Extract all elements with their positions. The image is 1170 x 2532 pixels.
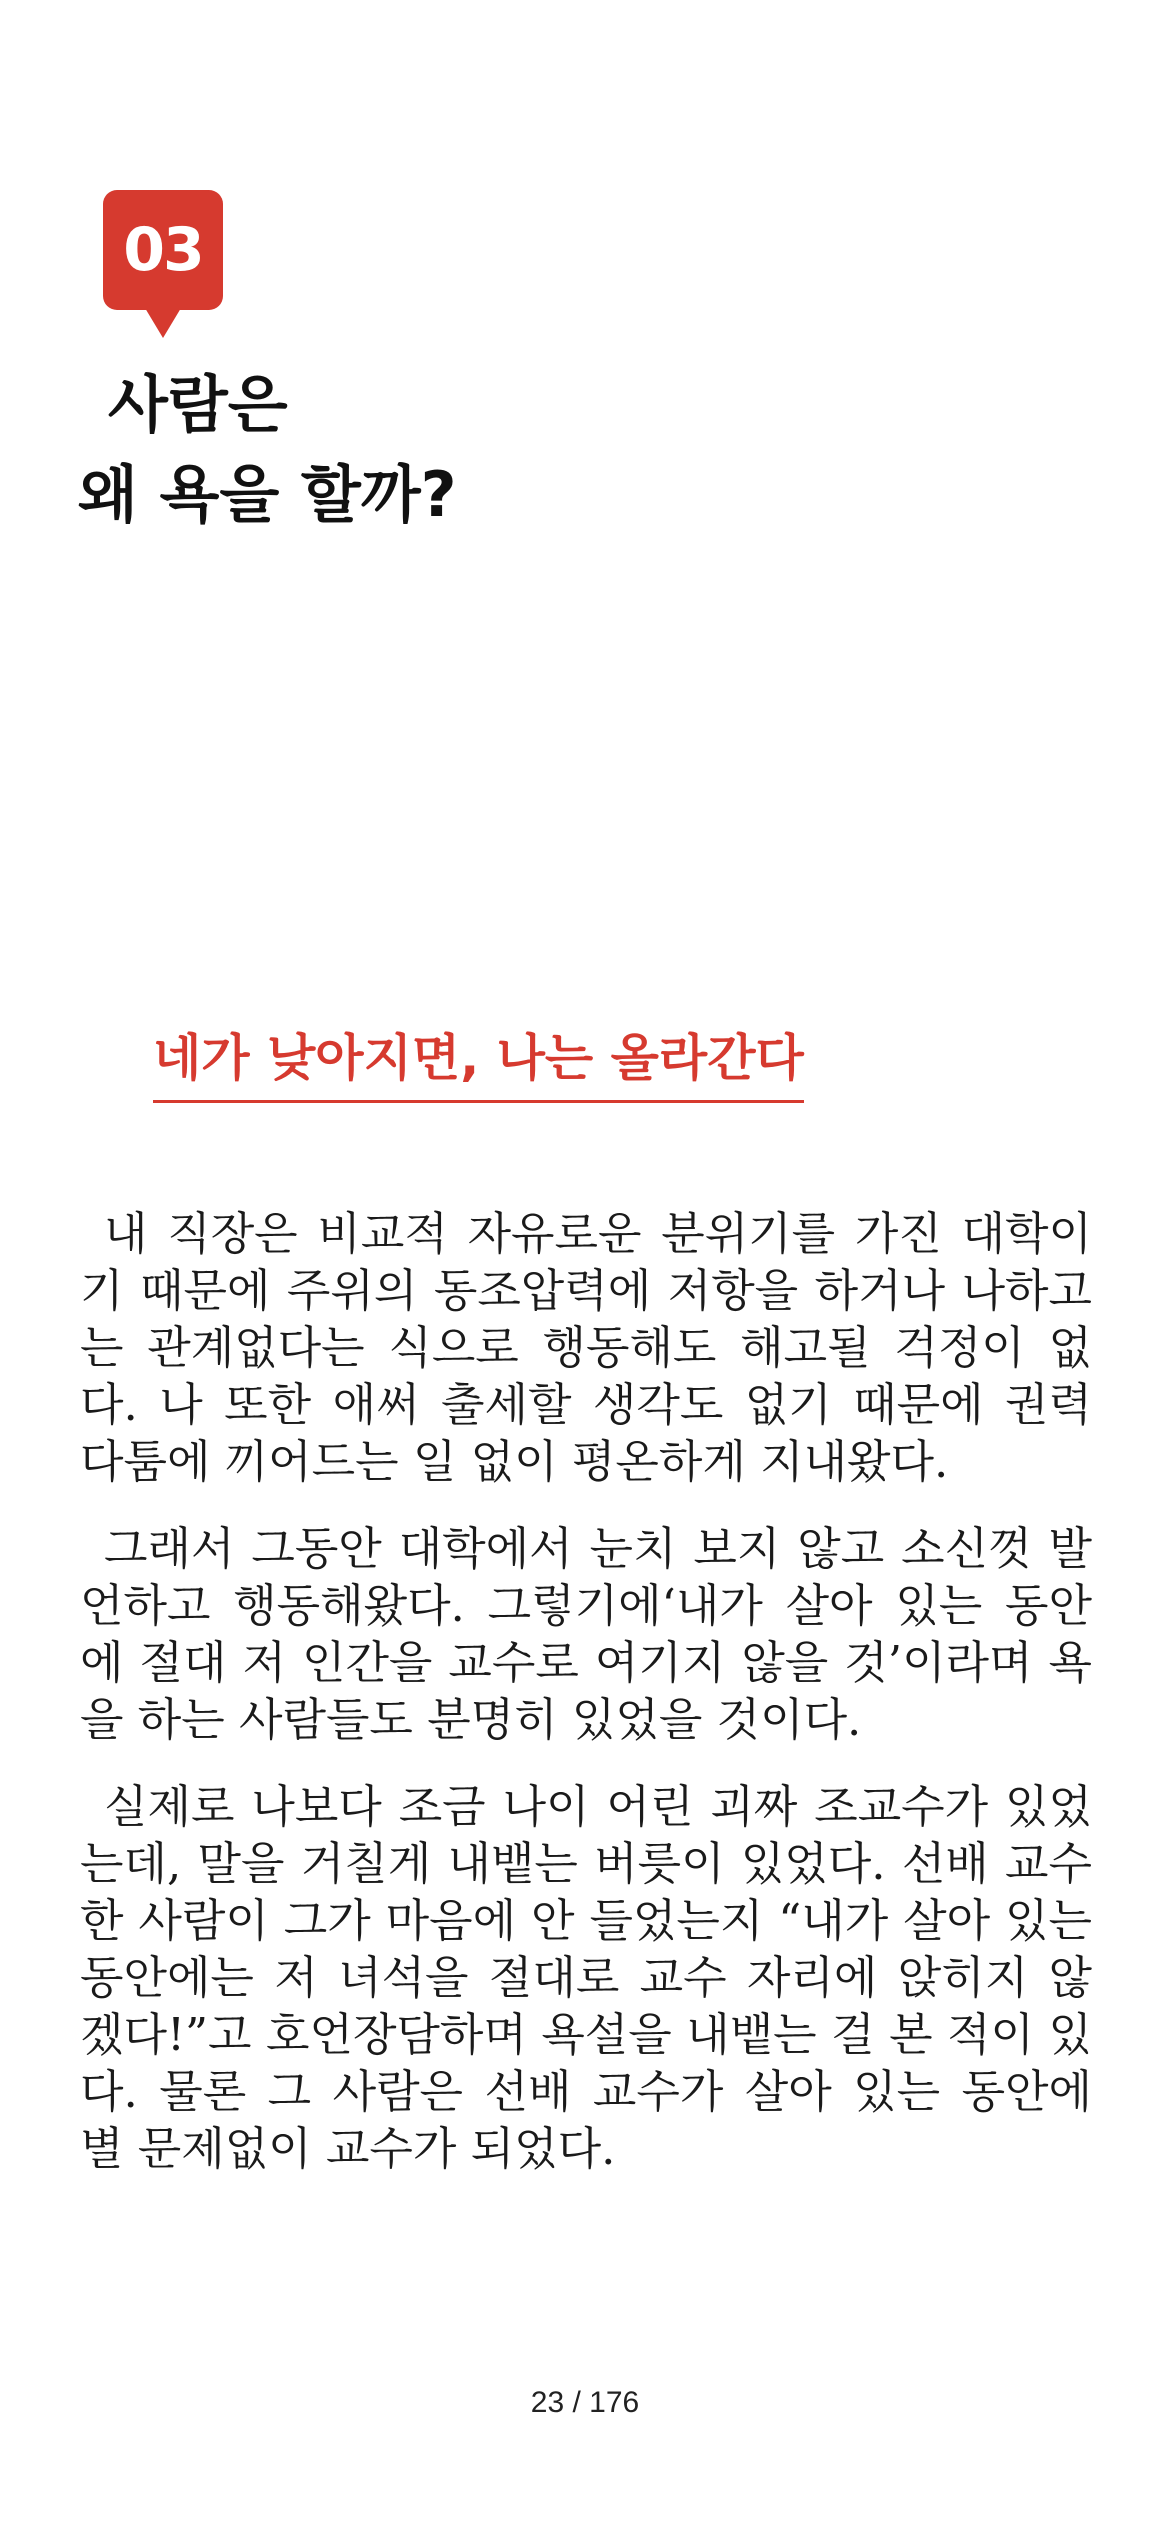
body-text: [80, 1205, 1092, 2207]
chapter-number-badge: [103, 190, 223, 310]
paragraph: 내 직장은 비교적 자유로운 분위기를 가진 대학이기 때문에 주위의 동조압력에 저항을 하거나 나하고는 관계없다는 식으로 행동해도 해고될 걱정이 없다. 나 또한 애써 출세할 생각도 없기 때문에 권력 다툼에 끼어드는 일 없이 평온하게 지내왔다.: [80, 1207, 1092, 1488]
section-heading: 네가 낮아지면, 나는 올라간다: [153, 1018, 804, 1103]
chapter-title-line2: 왜 욕을 할까?: [78, 458, 457, 531]
chapter-title-line1: 사람은: [108, 368, 288, 441]
paragraph: 실제로 나보다 조금 나이 어린 괴짜 조교수가 있었는데, 말을 거칠게 내뱉는 버릇이 있었다. 선배 교수 한 사람이 그가 마음에 안 들었는지 “내가 살아 있는 동안에는 저 녀석을 절대로 교수 자리에 앉히지 않겠다!”고 호언장담하며 욕설을 내뱉는 걸 본 적이 있다. 물론 그 사람은 선배 교수가 살아 있는 동안에 별 문제없이 교수가 되었다.: [80, 1780, 1092, 2175]
page-indicator: 23 / 176: [530, 2386, 640, 2419]
chapter-number: 03: [123, 215, 203, 285]
chapter-title: [78, 360, 457, 540]
paragraph: 그래서 그동안 대학에서 눈치 보지 않고 소신껏 발언하고 행동해왔다. 그렇기에‘내가 살아 있는 동안에 절대 저 인간을 교수로 여기지 않을 것’이라며 욕을 하는 사람들도 분명히 있었을 것이다.: [80, 1522, 1092, 1746]
